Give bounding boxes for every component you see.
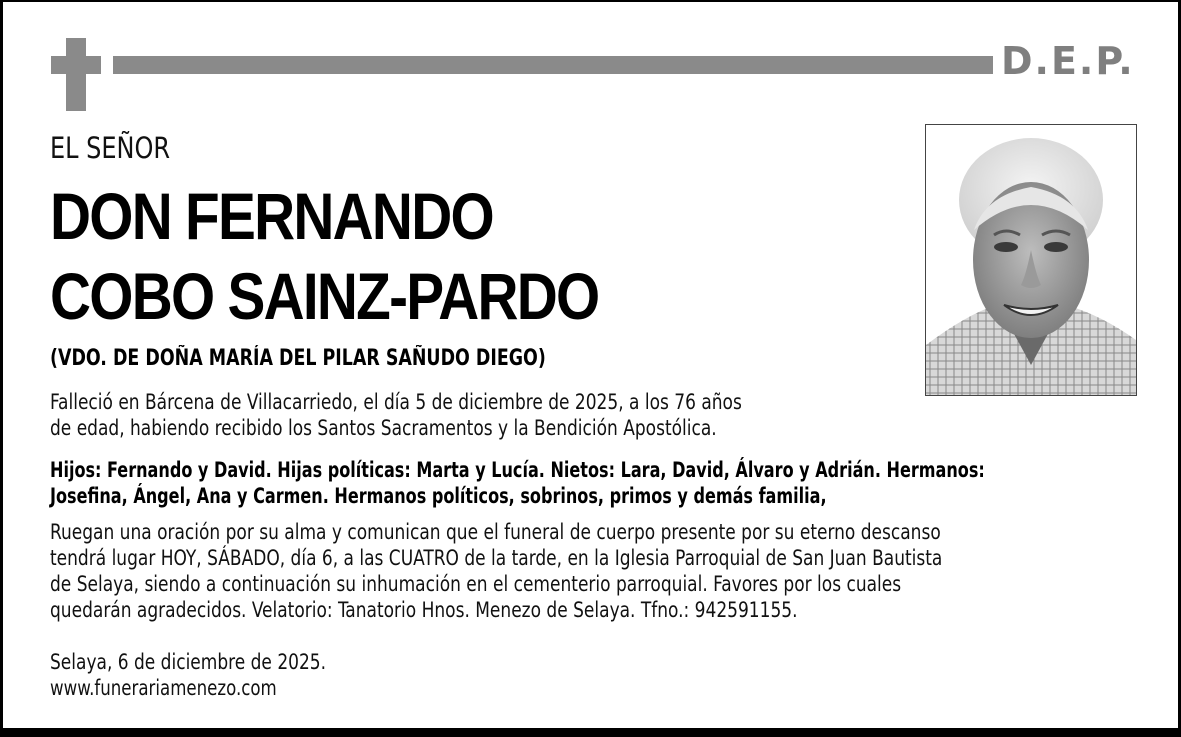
funeral-line: de Selaya, siendo a continuación su inhumación en el cementerio parroquial. Favores por los cuales <box>50 572 902 597</box>
funeral-line: Ruegan una oración por su alma y comunican que el funeral de cuerpo presente por su eterno descanso <box>50 520 941 545</box>
website-link[interactable]: www.funerariamenezo.com <box>50 676 277 700</box>
portrait-image <box>926 125 1136 395</box>
death-notice-line: de edad, habiendo recibido los Santos Sacramentos y la Bendición Apostólica. <box>50 416 717 441</box>
place-date: Selaya, 6 de diciembre de 2025. <box>50 650 327 675</box>
funeral-line: quedarán agradecidos. Velatorio: Tanatorio Hnos. Menezo de Selaya. Tfno.: 942591155. <box>50 598 798 623</box>
cross-icon <box>66 38 86 111</box>
funeral-line: tendrá lugar HOY, SÁBADO, día 6, a las CUATRO de la tarde, en la Iglesia Parroquial de San Juan Bautista <box>50 546 943 571</box>
family-line: Hijos: Fernando y David. Hijas políticas: Marta y Lucía. Nietos: Lara, David, Álvaro y Adrián. Hermanos: <box>50 458 985 482</box>
funeral-details <box>50 520 942 624</box>
deceased-name-line2: COBO SAINZ-PARDO <box>50 259 599 333</box>
portrait-photo <box>925 124 1137 396</box>
header-rule <box>113 56 993 74</box>
family-list <box>50 457 985 509</box>
deceased-name-line1: DON FERNANDO <box>50 179 493 253</box>
death-notice-line: Falleció en Bárcena de Villacarriedo, el día 5 de diciembre de 2025, a los 76 años <box>50 390 742 415</box>
dep-label: D.E.P. <box>1001 39 1135 83</box>
cross-icon-bar <box>51 56 101 74</box>
death-notice <box>50 390 742 442</box>
widower-note: (VDO. DE DOÑA MARÍA DEL PILAR SAÑUDO DIEGO) <box>50 346 546 371</box>
family-line: Josefina, Ángel, Ana y Carmen. Hermanos políticos, sobrinos, primos y demás familia, <box>50 484 827 508</box>
honorific: EL SEÑOR <box>50 131 171 165</box>
